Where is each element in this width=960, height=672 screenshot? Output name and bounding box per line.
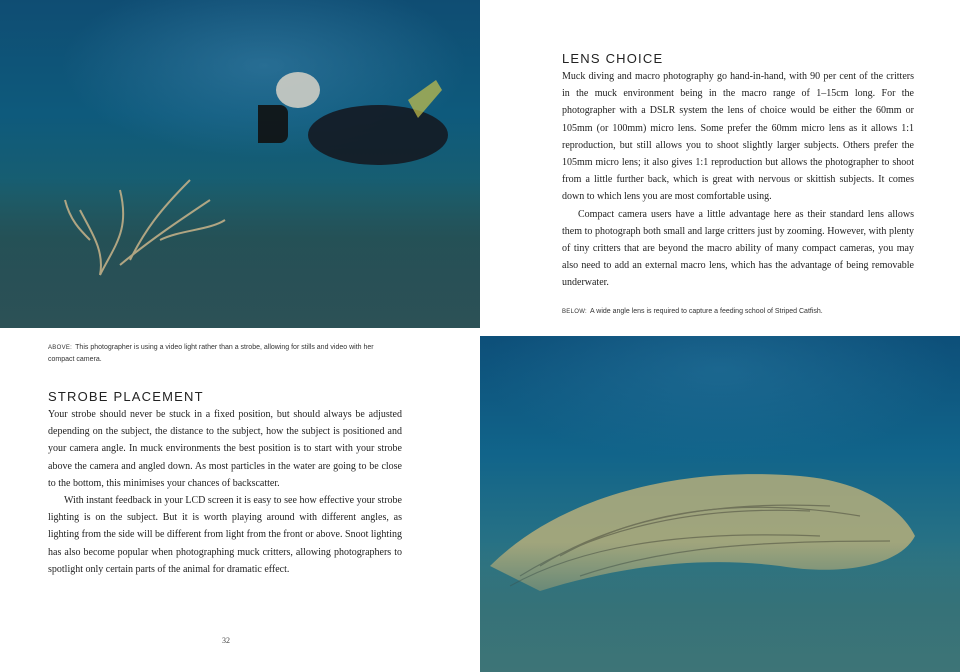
section-heading: LENS CHOICE — [562, 51, 664, 66]
caption-text: This photographer is using a video light rather than a strobe, allowing for stills and video with her compact camera. — [48, 344, 374, 363]
body-paragraph: With instant feedback in your LCD screen it is easy to see how effective your strobe lighting is on the subject. But it is worth playing around with different angles, as lighting from the side will be different from light from the front or above. Snoot lighting has also become popular when photographing muck critters, allowing photographers to spotlight only certain parts of the animal for dramatic effect. — [48, 495, 402, 575]
right-page — [480, 0, 960, 672]
section-heading: STROBE PLACEMENT — [48, 389, 204, 404]
body-paragraph: Muck diving and macro photography go hand-in-hand, with 90 per cent of the critters in the muck environment being in the macro range of 1–15cm long. For the photographer with a DSLR system the lens of choice would be either the 60mm or 105mm (or 100mm) micro lens. Some prefer the 60mm micro lens as it allows 1:1 reproduction, but still allows you to shoot slightly larger subjects. Others prefer the 105mm micro lens; it also gives 1:1 reproduction but allows the photographer to shoot from a little further back, which is great with nervous or skittish subjects. It comes down to which lens you are most comfortable using. — [562, 71, 914, 203]
caption-label: BELOW: — [562, 309, 588, 315]
seabed — [480, 542, 960, 672]
coral-illustration — [60, 170, 230, 280]
body-paragraph: Compact camera users have a little advantage here as their standard lens allows them to photograph both small and large critters just by zooming. However, with plenty of tiny critters that are beyond the macro ability of many compact cameras, you may also need to add an external macro lens, which has the advantage of being removable underwater. — [562, 208, 914, 289]
catfish-school-photo — [480, 336, 960, 672]
caption-label: ABOVE: — [48, 345, 73, 351]
body-paragraph: Your strobe should never be stuck in a fixed position, but should always be adjusted depending on the subject, the distance to the subject, how the subject is positioned and your camera angle. In muck environments the best position is to start with your strobe above the camera and angled down. As most particles in the water are going to be close to the bottom, this minimises your chances of backscatter. — [48, 409, 402, 489]
diver-photo — [0, 0, 480, 328]
section-body — [48, 406, 402, 578]
photo-caption — [48, 342, 388, 366]
diver-illustration — [258, 60, 448, 200]
page-number: 32 — [222, 636, 230, 645]
caption-text: A wide angle lens is required to capture a feeding school of Striped Catfish. — [590, 308, 823, 315]
section-body — [562, 68, 914, 292]
photo-caption — [562, 306, 922, 318]
